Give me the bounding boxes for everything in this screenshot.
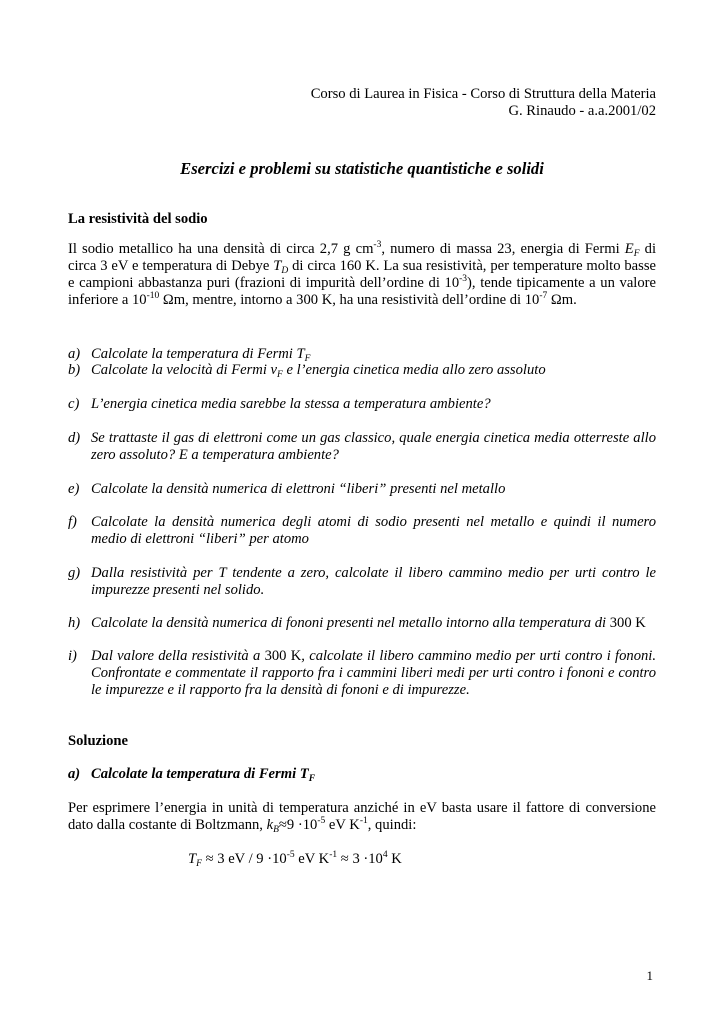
course-header — [311, 86, 656, 120]
item-text: Se trattaste il gas di elettroni come un gas classico, quale energia cinetica media otterreste allo zero assoluto? E a temperatura ambiente? — [91, 430, 656, 463]
item-label: b) — [68, 362, 81, 378]
exercise-item-c — [68, 396, 656, 413]
solution-heading: Soluzione — [68, 733, 129, 749]
fermi-temperature-formula: $T_F \approx 3$ eV / $9 \cdot 10^{-5}$ eV $K^{-1} \approx 3 \cdot 10^4$ K — [188, 850, 402, 869]
item-text: Calcolate la densità numerica di fononi presenti nel metallo intorno alla temperatura di 300 K — [91, 615, 646, 631]
section-heading: La resistività del sodio — [68, 211, 208, 227]
item-text: Calcolate la velocità di Fermi $v_F$ e l’energia cinetica media allo zero assoluto — [91, 362, 546, 380]
solution-paragraph: Per esprimere l’energia in unità di temperatura anziché in eV basta usare il fattore di conversione dato dalla costante di Boltzmann, $k_B\approx 9 \cdot 10^{-5}$ eV $K^{-1}$, quindi: — [68, 800, 656, 835]
exercise-item-g — [68, 565, 656, 599]
exercise-item-b — [68, 362, 656, 379]
exercise-item-i — [68, 648, 656, 699]
item-label: c) — [68, 396, 80, 412]
item-text: Calcolate la densità numerica di elettroni “liberi” presenti nel metallo — [91, 481, 506, 497]
item-label: i) — [68, 648, 77, 664]
exercise-item-f — [68, 514, 656, 548]
exercise-item-h — [68, 615, 656, 632]
item-text: Dal valore della resistività a 300 K, calcolate il libero cammino medio per urti contro i fononi. Confrontate e commentate il rapporto fra i cammini liberi medi per urti contro i fononi e contro le impurezze e il rapporto fra la densità di fononi e di impurezze. — [91, 648, 656, 698]
item-label: e) — [68, 481, 80, 497]
item-label: h) — [68, 615, 81, 631]
solution-subheading-a: a) Calcolate la temperatura di Fermi $T_F$ — [68, 766, 316, 784]
item-text: Calcolate la temperatura di Fermi $T_F$ — [91, 346, 311, 364]
item-label: d) — [68, 430, 81, 446]
exercise-item-d — [68, 430, 656, 464]
item-label: a) — [68, 346, 81, 362]
exercise-item-e — [68, 481, 656, 498]
item-text: L’energia cinetica media sarebbe la stessa a temperatura ambiente? — [91, 396, 491, 412]
item-text: Calcolate la densità numerica degli atomi di sodio presenti nel metallo e quindi il numero medio di elettroni “liberi” per atomo — [91, 514, 656, 547]
header-author-line: G. Rinaudo - a.a.2001/02 — [508, 103, 656, 119]
header-course-line: Corso di Laurea in Fisica - Corso di Struttura della Materia — [310, 86, 656, 102]
intro-paragraph: Il sodio metallico ha una densità di circa 2,7 g $cm^{-3}$, numero di massa 23, energia di Fermi $E_F$ di circa 3 eV e temperatura di Debye $T_D$ di circa 160 K. La sua resistività, per temperature molto basse e campioni abbastanza puri (frazioni di impurità dell’ordine di $10^{-3}$), tende tipicamente a un valore inferiore a $10^{-10}$ Ωm, mentre, intorno a 300 K, ha una resistività dell’ordine di $10^{-7}$ Ωm. — [68, 240, 656, 308]
item-label: f) — [68, 514, 77, 530]
item-text: Dalla resistività per T tendente a zero, calcolate il libero cammino medio per urti contro le impurezze presenti nel solido. — [91, 565, 656, 598]
document-title: Esercizi e problemi su statistiche quantistiche e solidi — [180, 159, 544, 178]
page-number: 1 — [646, 968, 653, 983]
exercise-item-a — [68, 346, 656, 363]
item-label: g) — [68, 565, 81, 581]
